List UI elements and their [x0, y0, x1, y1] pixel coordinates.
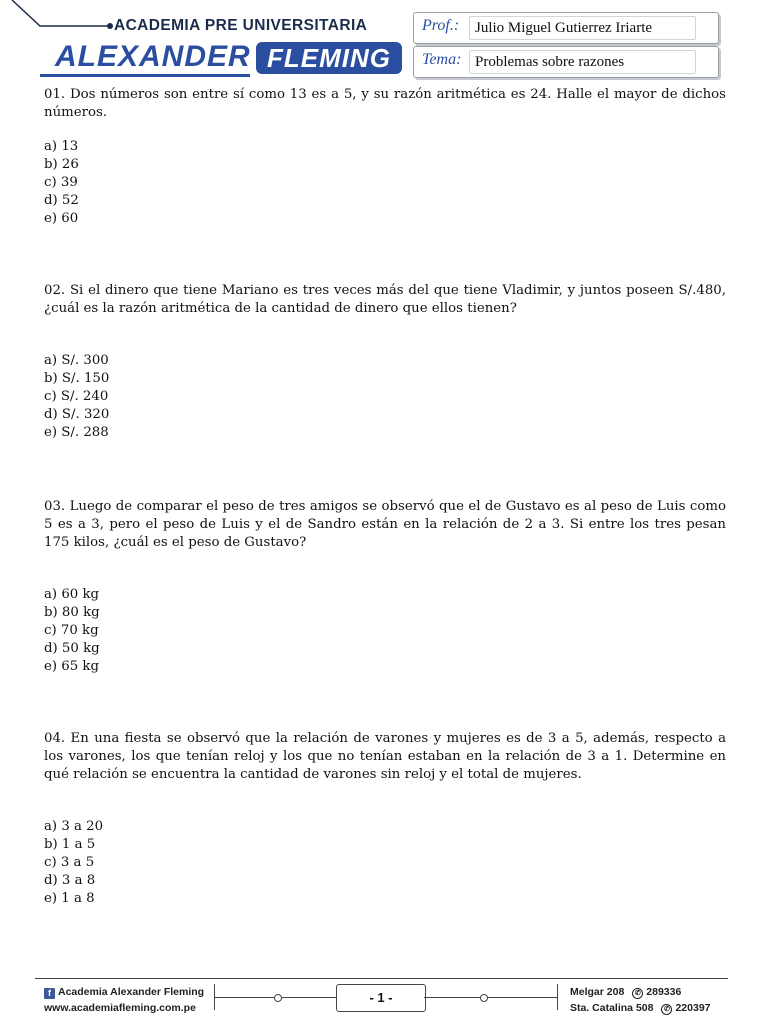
footer-divider	[35, 978, 728, 979]
phone-icon: ✆	[632, 988, 643, 999]
option: d) S/. 320	[44, 407, 110, 422]
option: b) 80 kg	[44, 605, 100, 620]
option: a) 3 a 20	[44, 819, 104, 834]
document-header	[0, 0, 768, 84]
address-line: Sta. Catalina 508	[570, 1002, 654, 1014]
prof-label: Prof.:	[422, 17, 460, 34]
facebook-page: Academia Alexander Fleming	[58, 986, 205, 998]
option: a) S/. 300	[44, 353, 109, 368]
option: a) 13	[44, 139, 79, 154]
academy-name: ACADEMIA PRE UNIVERSITARIA	[114, 17, 368, 34]
prof-box	[413, 12, 719, 44]
question-text	[44, 498, 726, 552]
document-footer	[0, 974, 768, 1024]
option: d) 52	[44, 193, 79, 208]
question-number: 03.	[44, 499, 66, 514]
option: c) 70 kg	[44, 623, 99, 638]
facebook-icon: f	[44, 988, 55, 999]
option: a) 60 kg	[44, 587, 100, 602]
phone-number: 289336	[646, 986, 682, 998]
footer-address-2	[570, 1002, 711, 1015]
question-text	[44, 86, 726, 122]
options-list	[44, 818, 726, 908]
prof-value: Julio Miguel Gutierrez Iriarte	[469, 16, 696, 40]
phone-number: 220397	[675, 1002, 711, 1014]
phone-icon: ✆	[661, 1004, 672, 1015]
question-body: Luego de comparar el peso de tres amigos se observó que el de Gustavo es al peso de Luis como 5 es a 3, pero el peso de Luis y el de Sandro están en la relación de 2 a 3. Si entre los tres pesan 175 kilos, ¿cuál es el peso de Gustavo?	[44, 499, 726, 550]
options-list	[44, 586, 726, 676]
option: e) S/. 288	[44, 425, 109, 440]
tema-value: Problemas sobre razones	[469, 50, 696, 74]
footer-rule	[424, 997, 558, 998]
tema-label: Tema:	[422, 51, 462, 68]
address-line: Melgar 208	[570, 986, 625, 998]
question-text	[44, 282, 726, 318]
option: b) 1 a 5	[44, 837, 96, 852]
option: c) 39	[44, 175, 78, 190]
question-2	[44, 282, 726, 442]
question-number: 02.	[44, 283, 66, 298]
footer-contact	[44, 986, 204, 1014]
question-text	[44, 730, 726, 784]
tema-box	[413, 46, 719, 78]
option: b) 26	[44, 157, 79, 172]
website-link: www.academiafleming.com.pe	[44, 1002, 196, 1014]
option: e) 1 a 8	[44, 891, 95, 906]
option: d) 3 a 8	[44, 873, 96, 888]
question-body: Dos números son entre sí como 13 es a 5, y su razón aritmética es 24. Halle el mayor de dichos números.	[44, 87, 727, 120]
options-list	[44, 352, 726, 442]
question-4	[44, 730, 726, 908]
options-list	[44, 138, 726, 228]
option: e) 65 kg	[44, 659, 99, 674]
question-1	[44, 86, 726, 228]
footer-tick	[557, 984, 558, 1010]
question-body: Si el dinero que tiene Mariano es tres veces más del que tiene Vladimir, y juntos poseen S/.480, ¿cuál es la razón aritmética de la cantidad de dinero que ellos tienen?	[44, 283, 726, 316]
footer-dot	[480, 994, 488, 1002]
question-number: 04.	[44, 731, 66, 746]
option: c) S/. 240	[44, 389, 109, 404]
brand-underline	[40, 74, 250, 77]
option: e) 60	[44, 211, 79, 226]
footer-dot	[274, 994, 282, 1002]
option: c) 3 a 5	[44, 855, 95, 870]
footer-address-1	[570, 986, 681, 999]
question-body: En una fiesta se observó que la relación de varones y mujeres es de 3 a 5, además, respecto a los varones, los que tenían reloj y los que no tenían estaban en la relación de 3 a 1. Determine en qué relación se encuentra la cantidad de varones sin reloj y el total de mujeres.	[44, 731, 726, 782]
question-number: 01.	[44, 87, 66, 102]
page-number: - 1 -	[336, 984, 426, 1012]
brand-logo-fleming: FLEMING	[256, 42, 402, 74]
brand-logo-alexander: ALEXANDER	[55, 40, 251, 73]
question-3	[44, 498, 726, 676]
option: d) 50 kg	[44, 641, 100, 656]
option: b) S/. 150	[44, 371, 110, 386]
header-decorative-line	[10, 0, 114, 34]
